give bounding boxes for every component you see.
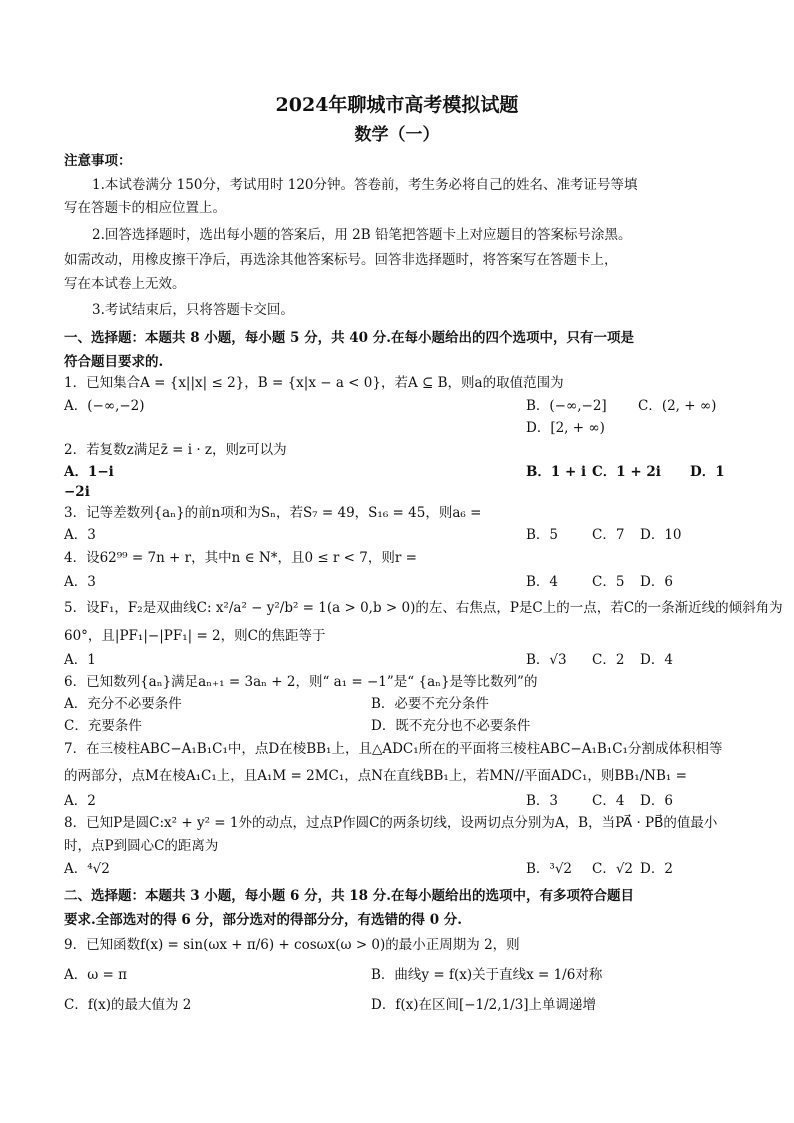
question-5-option-d: D．4: [640, 652, 673, 668]
question-3-option-a: A．3: [64, 527, 96, 543]
question-2-option-b: B．1 + i: [526, 464, 587, 480]
question-5-stem-line-1: 5．设F₁，F₂是双曲线C: x²/a² − y²/b² = 1(a > 0,b > 0)的左、右焦点，P是C上的一点，若C的一条渐近线的倾斜角为: [64, 600, 783, 616]
question-1-option-d: D．[2, + ∞): [526, 420, 605, 436]
note-2-line-2: 如需改动，用橡皮擦干净后，再选涂其他答案标号。回答非选择题时，将答案写在答题卡上，: [64, 252, 618, 268]
note-1-line-2: 写在答题卡的相应位置上。: [64, 200, 226, 216]
question-8-option-a: A．⁴√2: [64, 861, 110, 877]
question-8-stem-line-1: 8．已知P是圆C:x² + y² = 1外的动点，过点P作圆C的两条切线，设两切点分别为A，B，当PA⃗ · PB⃗的值最小: [64, 815, 718, 831]
question-8-option-b: B．³√2: [526, 861, 573, 877]
question-2-option-a: A．1−i: [64, 464, 114, 480]
question-1-option-a: A．(−∞,−2): [64, 398, 145, 414]
question-9-option-b: B．曲线y = f(x)关于直线x = 1/6对称: [371, 967, 603, 983]
question-6-option-a: A．充分不必要条件: [64, 696, 182, 712]
question-4-option-c: C．5: [592, 574, 625, 590]
note-2-line-1: 2.回答选择题时，选出每小题的答案后，用 2B 铅笔把答题卡上对应题目的答案标号涂黑。: [92, 227, 632, 243]
question-4-stem: 4．设62⁹⁹ = 7n + r，其中n ∈ N*，且0 ≤ r < 7，则r =: [64, 550, 417, 566]
question-9-option-a: A．ω = π: [64, 967, 128, 983]
question-2-option-d-continued: −2i: [64, 484, 90, 500]
question-7-option-d: D．6: [640, 793, 673, 809]
question-6-option-d: D．既不充分也不必要条件: [371, 718, 531, 734]
question-3-option-d: D．10: [640, 527, 682, 543]
note-2-line-3: 写在本试卷上无效。: [64, 276, 186, 292]
question-3-option-c: C．7: [592, 527, 625, 543]
question-7-option-a: A．2: [64, 793, 96, 809]
question-9-option-d: D．f(x)在区间[−1/2,1/3]上单调递增: [371, 997, 597, 1013]
section-2-heading-line-1: 二、选择题：本题共 3 小题，每小题 6 分，共 18 分.在每小题给出的选项中，有多项符合题目: [64, 888, 634, 904]
question-5-option-a: A．1: [64, 652, 96, 668]
question-7-stem-line-2: 的两部分，点M在棱A₁C₁上，且A₁M = 2MC₁，点N在直线BB₁上，若MN//平面ADC₁，则BB₁/NB₁ =: [64, 768, 687, 784]
section-2-heading-line-2: 要求.全部选对的得 6 分，部分选对的得部分分，有选错的得 0 分.: [64, 912, 462, 928]
question-9-stem: 9．已知函数f(x) = sin(ωx + π/6) + cosωx(ω > 0)的最小正周期为 2，则: [64, 937, 520, 953]
question-1-stem: 1．已知集合A = {x||x| ≤ 2}，B = {x|x − a < 0}，若A ⊆ B，则a的取值范围为: [64, 375, 564, 391]
question-6-option-b: B．必要不充分条件: [371, 696, 489, 712]
section-1-heading-line-1: 一、选择题：本题共 8 小题，每小题 5 分，共 40 分.在每小题给出的四个选项中，只有一项是: [64, 330, 634, 346]
question-8-option-c: C．√2: [592, 861, 634, 877]
question-8-stem-line-2: 时，点P到圆心C的距离为: [64, 838, 219, 854]
question-5-option-c: C．2: [592, 652, 625, 668]
question-3-stem: 3．记等差数列{aₙ}的前n项和为Sₙ，若S₇ = 49，S₁₆ = 45，则a₆ =: [64, 505, 482, 521]
question-1-option-c: C．(2, + ∞): [638, 398, 717, 414]
question-5-stem-line-2: 60°，且|PF₁|−|PF₁| = 2，则C的焦距等于: [64, 628, 326, 644]
question-4-option-a: A．3: [64, 574, 96, 590]
question-5-option-b: B．√3: [526, 652, 567, 668]
question-4-option-d: D．6: [640, 574, 673, 590]
note-1-line-1: 1.本试卷满分 150分，考试用时 120分钟。答卷前，考生务必将自己的姓名、准考证号等填: [92, 177, 638, 193]
section-1-heading-line-2: 符合题目要求的.: [64, 354, 164, 370]
question-2-stem: 2．若复数z满足z̄ = i · z，则z可以为: [64, 442, 287, 458]
note-3: 3.考试结束后，只将答题卡交回。: [92, 302, 294, 318]
notes-heading: 注意事项：: [64, 153, 132, 169]
question-7-stem-line-1: 7．在三棱柱ABC−A₁B₁C₁中，点D在棱BB₁上，且△ADC₁所在的平面将三棱柱ABC−A₁B₁C₁分割成体积相等: [64, 741, 723, 757]
question-7-option-c: C．4: [592, 793, 625, 809]
page-subtitle: 数学（一）: [354, 125, 440, 145]
question-8-option-d: D．2: [640, 861, 673, 877]
page-title: 2024年聊城市高考模拟试题: [275, 94, 519, 116]
question-7-option-b: B．3: [526, 793, 559, 809]
question-9-option-c: C．f(x)的最大值为 2: [64, 997, 192, 1013]
question-6-stem: 6．已知数列{aₙ}满足aₙ₊₁ = 3aₙ + 2，则“ a₁ = −1”是“ {aₙ}是等比数列”的: [64, 674, 538, 690]
question-3-option-b: B．5: [526, 527, 559, 543]
question-4-option-b: B．4: [526, 574, 559, 590]
question-1-option-b: B．(−∞,−2]: [526, 398, 607, 414]
question-2-option-c: C．1 + 2i: [592, 464, 661, 480]
question-6-option-c: C．充要条件: [64, 718, 142, 734]
question-2-option-d: D．1: [690, 464, 725, 480]
